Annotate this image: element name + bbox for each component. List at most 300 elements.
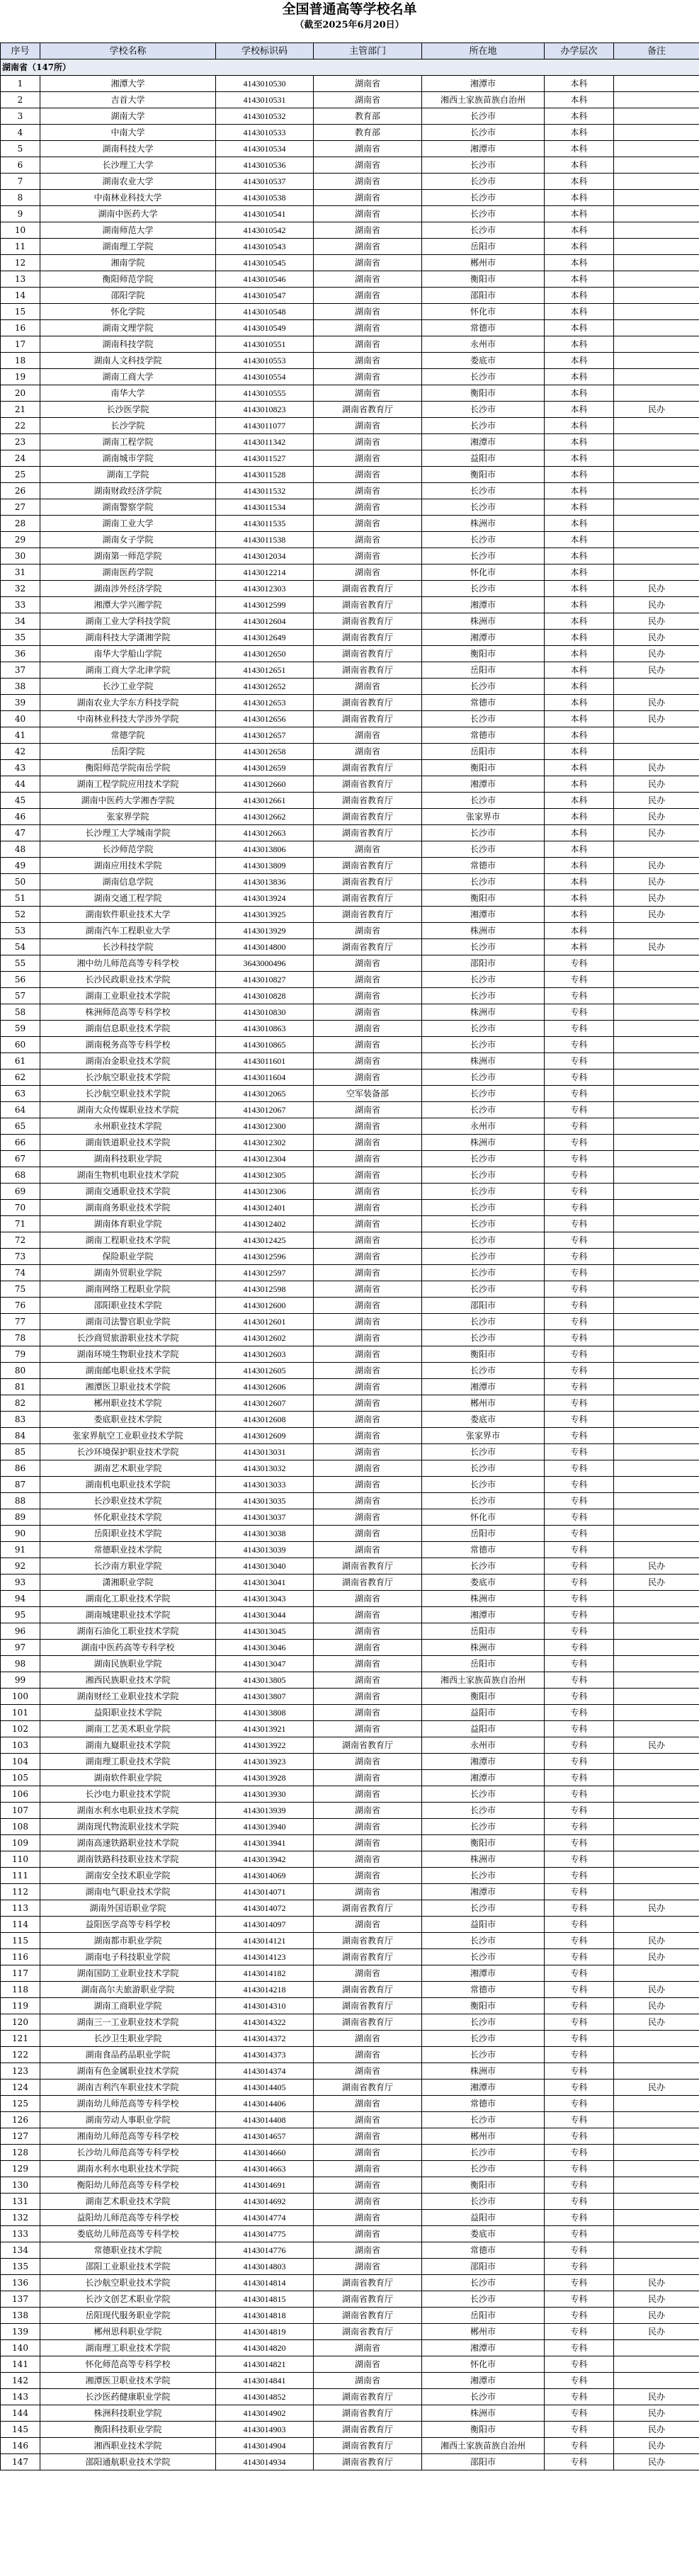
cell-location: 长沙市 [422,874,545,890]
cell-school-name: 湖南信息学院 [40,874,216,890]
cell-school-code: 4143010549 [216,320,314,336]
cell-location: 株洲市 [422,2405,545,2422]
cell-location: 长沙市 [422,1477,545,1493]
cell-location: 长沙市 [422,1102,545,1118]
cell-level: 专科 [545,1428,614,1444]
table-row [1,2194,699,2210]
cell-index: 80 [1,1363,40,1379]
cell-index: 28 [1,516,40,532]
cell-location: 长沙市 [422,793,545,809]
cell-location: 长沙市 [422,2161,545,2177]
cell-location: 长沙市 [422,1086,545,1102]
cell-level: 专科 [545,1721,614,1737]
cell-level: 专科 [545,1574,614,1591]
cell-location: 长沙市 [422,1900,545,1917]
cell-location: 长沙市 [422,206,545,222]
cell-level: 专科 [545,1086,614,1102]
table-row [1,1884,699,1900]
cell-school-name: 潇湘职业学院 [40,1574,216,1591]
cell-school-name: 湖南软件职业学院 [40,1770,216,1786]
cell-remark [614,288,699,304]
table-row [1,1216,699,1232]
cell-remark: 民办 [614,2014,699,2031]
cell-remark [614,1705,699,1721]
cell-school-name: 湖南理工职业技术学院 [40,2340,216,2356]
cell-school-code: 4143012605 [216,1363,314,1379]
cell-school-code: 4143013038 [216,1526,314,1542]
cell-school-code: 4143011528 [216,467,314,483]
table-row [1,239,699,255]
table-row [1,1200,699,1216]
cell-remark [614,2031,699,2047]
cell-school-name: 湖南工商职业学院 [40,1998,216,2014]
cell-school-name: 衡阳科技职业学院 [40,2422,216,2438]
cell-level: 专科 [545,1460,614,1477]
table-row [1,1281,699,1298]
cell-school-name: 长沙师范学院 [40,841,216,858]
cell-school-code: 4143011532 [216,483,314,499]
cell-remark [614,1803,699,1819]
cell-authority: 湖南省 [314,2242,422,2259]
cell-remark: 民办 [614,1982,699,1998]
cell-authority: 湖南省教育厅 [314,1737,422,1754]
province-label: 湖南省（147所） [1,59,699,76]
cell-index: 100 [1,1689,40,1705]
cell-index: 39 [1,695,40,711]
cell-level: 专科 [545,2324,614,2340]
cell-school-name: 长沙航空职业技术学院 [40,1086,216,1102]
cell-school-code: 4143013046 [216,1640,314,1656]
table-row [1,288,699,304]
cell-authority: 湖南省 [314,255,422,271]
cell-authority: 湖南省教育厅 [314,662,422,679]
cell-school-name: 长沙民政职业技术学院 [40,972,216,988]
cell-location: 常德市 [422,1982,545,1998]
cell-index: 58 [1,1004,40,1021]
cell-index: 84 [1,1428,40,1444]
cell-authority: 湖南省教育厅 [314,2389,422,2405]
cell-location: 长沙市 [422,1949,545,1965]
cell-school-code: 4143012597 [216,1265,314,1281]
cell-index: 74 [1,1265,40,1281]
cell-location: 郴州市 [422,255,545,271]
cell-index: 93 [1,1574,40,1591]
cell-location: 株洲市 [422,1851,545,1868]
table-row [1,1265,699,1281]
cell-index: 133 [1,2226,40,2242]
cell-index: 3 [1,108,40,125]
cell-school-code: 4143012425 [216,1232,314,1249]
cell-location: 娄底市 [422,353,545,369]
table-row [1,1232,699,1249]
cell-remark [614,1346,699,1363]
cell-authority: 湖南省 [314,988,422,1004]
school-table [0,42,699,2470]
cell-level: 本科 [545,157,614,174]
cell-school-name: 长沙环境保护职业技术学院 [40,1444,216,1460]
table-row [1,1737,699,1754]
cell-index: 7 [1,174,40,190]
cell-index: 94 [1,1591,40,1607]
cell-school-code: 4143011342 [216,434,314,450]
cell-authority: 湖南省 [314,499,422,516]
cell-school-code: 4143010541 [216,206,314,222]
cell-school-code: 4143014374 [216,2063,314,2079]
cell-school-code: 4143013922 [216,1737,314,1754]
cell-remark [614,1004,699,1021]
cell-authority: 湖南省 [314,2226,422,2242]
cell-location: 郴州市 [422,2128,545,2145]
cell-location: 衡阳市 [422,385,545,402]
cell-remark: 民办 [614,695,699,711]
cell-index: 143 [1,2389,40,2405]
cell-remark [614,1477,699,1493]
cell-index: 2 [1,92,40,108]
table-row [1,1460,699,1477]
cell-school-code: 4143010543 [216,239,314,255]
cell-school-code: 4143013808 [216,1705,314,1721]
cell-remark [614,1086,699,1102]
cell-school-code: 4143013928 [216,1770,314,1786]
cell-school-name: 湖南高速铁路职业技术学院 [40,1835,216,1851]
cell-index: 85 [1,1444,40,1460]
table-row [1,841,699,858]
table-row [1,1069,699,1086]
cell-remark: 民办 [614,2422,699,2438]
cell-school-code: 4143013806 [216,841,314,858]
cell-school-name: 长沙职业技术学院 [40,1493,216,1509]
cell-school-code: 4143010534 [216,141,314,157]
cell-school-code: 4143012402 [216,1216,314,1232]
cell-authority: 湖南省 [314,1200,422,1216]
cell-authority: 湖南省 [314,1672,422,1689]
cell-school-name: 湖南电子科技职业学院 [40,1949,216,1965]
cell-remark [614,1314,699,1330]
cell-school-name: 湖南农业大学东方科技学院 [40,695,216,711]
cell-level: 专科 [545,1917,614,1933]
cell-location: 娄底市 [422,1574,545,1591]
cell-level: 本科 [545,206,614,222]
cell-school-name: 湖南吉利汽车职业技术学院 [40,2079,216,2096]
cell-school-code: 4143010823 [216,402,314,418]
cell-location: 岳阳市 [422,2308,545,2324]
cell-authority: 湖南省教育厅 [314,1949,422,1965]
cell-level: 专科 [545,1037,614,1053]
cell-remark [614,1135,699,1151]
cell-index: 17 [1,336,40,353]
cell-index: 18 [1,353,40,369]
table-row [1,2128,699,2145]
cell-school-name: 湖南城市学院 [40,450,216,467]
cell-authority: 湖南省 [314,1249,422,1265]
cell-school-name: 吉首大学 [40,92,216,108]
cell-school-name: 湖南工商大学 [40,369,216,385]
table-row [1,2161,699,2177]
cell-remark [614,2259,699,2275]
cell-location: 长沙市 [422,190,545,206]
table-row [1,1965,699,1982]
cell-authority: 湖南省 [314,2128,422,2145]
table-row [1,988,699,1004]
cell-school-code: 4143014657 [216,2128,314,2145]
cell-location: 益阳市 [422,1705,545,1721]
cell-index: 75 [1,1281,40,1298]
cell-location: 湘西土家族苗族自治州 [422,1672,545,1689]
cell-location: 株洲市 [422,613,545,630]
cell-authority: 湖南省教育厅 [314,874,422,890]
cell-remark: 民办 [614,1574,699,1591]
cell-school-code: 4143012034 [216,548,314,564]
cell-school-code: 4143012656 [216,711,314,727]
cell-authority: 湖南省 [314,157,422,174]
cell-index: 126 [1,2112,40,2128]
table-row [1,564,699,581]
cell-remark [614,1965,699,1982]
cell-school-name: 湖南城建职业技术学院 [40,1607,216,1623]
cell-remark: 民办 [614,760,699,776]
cell-index: 140 [1,2340,40,2356]
cell-level: 专科 [545,1118,614,1135]
cell-level: 专科 [545,1509,614,1526]
cell-location: 长沙市 [422,679,545,695]
cell-school-code: 4143012600 [216,1298,314,1314]
cell-location: 衡阳市 [422,1835,545,1851]
table-row [1,2291,699,2308]
cell-authority: 湖南省 [314,1917,422,1933]
cell-index: 9 [1,206,40,222]
cell-level: 专科 [545,2210,614,2226]
cell-level: 专科 [545,1835,614,1851]
table-row [1,2308,699,2324]
table-row [1,353,699,369]
cell-level: 本科 [545,825,614,841]
cell-school-name: 湖南医药学院 [40,564,216,581]
cell-remark [614,1200,699,1216]
cell-school-code: 4143012607 [216,1395,314,1412]
cell-school-code: 4143014691 [216,2177,314,2194]
cell-index: 29 [1,532,40,548]
cell-remark: 民办 [614,711,699,727]
cell-school-code: 4143010830 [216,1004,314,1021]
document-title: 全国普通高等学校名单 [282,1,417,17]
cell-index: 115 [1,1933,40,1949]
cell-index: 131 [1,2194,40,2210]
cell-school-code: 4143014182 [216,1965,314,1982]
cell-authority: 湖南省 [314,1542,422,1558]
cell-school-name: 湖南农业大学 [40,174,216,190]
cell-index: 77 [1,1314,40,1330]
cell-index: 48 [1,841,40,858]
cell-school-name: 湖南机电职业技术学院 [40,1477,216,1493]
cell-remark [614,2210,699,2226]
cell-school-name: 长沙南方职业学院 [40,1558,216,1574]
cell-level: 专科 [545,1298,614,1314]
cell-index: 56 [1,972,40,988]
cell-remark [614,1428,699,1444]
cell-remark: 民办 [614,907,699,923]
cell-index: 14 [1,288,40,304]
cell-school-name: 长沙商贸旅游职业技术学院 [40,1330,216,1346]
cell-school-name: 邵阳通航职业技术学院 [40,2454,216,2470]
cell-authority: 湖南省教育厅 [314,597,422,613]
cell-remark [614,564,699,581]
cell-remark: 民办 [614,630,699,646]
cell-level: 专科 [545,1526,614,1542]
cell-school-code: 4143014852 [216,2389,314,2405]
cell-school-name: 长沙幼儿师范高等专科学校 [40,2145,216,2161]
cell-school-code: 4143010827 [216,972,314,988]
cell-location: 长沙市 [422,2031,545,2047]
table-row [1,1021,699,1037]
cell-school-name: 湖南科技大学潇湘学院 [40,630,216,646]
cell-level: 本科 [545,483,614,499]
cell-authority: 湖南省 [314,1607,422,1623]
cell-school-code: 4143010553 [216,353,314,369]
cell-school-name: 湖南国防工业职业技术学院 [40,1965,216,1982]
cell-remark [614,1232,699,1249]
table-row [1,2275,699,2291]
cell-authority: 湖南省 [314,1412,422,1428]
cell-remark [614,239,699,255]
cell-index: 41 [1,727,40,744]
cell-index: 134 [1,2242,40,2259]
cell-authority: 湖南省 [314,1102,422,1118]
cell-index: 95 [1,1607,40,1623]
cell-authority: 湖南省 [314,2112,422,2128]
cell-index: 21 [1,402,40,418]
cell-level: 本科 [545,727,614,744]
cell-authority: 湖南省教育厅 [314,646,422,662]
cell-school-name: 湖南中医药高等专科学校 [40,1640,216,1656]
cell-remark: 民办 [614,402,699,418]
cell-authority: 湖南省 [314,1167,422,1184]
cell-location: 长沙市 [422,2112,545,2128]
cell-school-name: 湖南有色金属职业技术学院 [40,2063,216,2079]
cell-school-code: 4143012660 [216,776,314,793]
cell-level: 本科 [545,760,614,776]
cell-remark [614,255,699,271]
cell-location: 长沙市 [422,1786,545,1803]
cell-remark [614,1851,699,1868]
cell-remark [614,1216,699,1232]
cell-location: 株洲市 [422,1004,545,1021]
cell-index: 147 [1,2454,40,2470]
cell-school-code: 4143013924 [216,890,314,907]
cell-index: 67 [1,1151,40,1167]
cell-index: 11 [1,239,40,255]
cell-level: 专科 [545,2177,614,2194]
table-row [1,2389,699,2405]
cell-authority: 湖南省教育厅 [314,695,422,711]
cell-authority: 湖南省 [314,516,422,532]
cell-school-code: 4143014800 [216,939,314,955]
cell-index: 13 [1,271,40,288]
cell-school-name: 株洲师范高等专科学校 [40,1004,216,1021]
cell-school-name: 湖南第一师范学院 [40,548,216,564]
cell-school-name: 益阳职业技术学院 [40,1705,216,1721]
table-row [1,1493,699,1509]
cell-authority: 教育部 [314,108,422,125]
cell-school-code: 4143013037 [216,1509,314,1526]
table-row [1,1819,699,1835]
table-row [1,2145,699,2161]
cell-school-name: 长沙航空职业技术学院 [40,2275,216,2291]
table-row [1,613,699,630]
cell-index: 6 [1,157,40,174]
cell-authority: 湖南省 [314,1216,422,1232]
cell-school-code: 4143010536 [216,157,314,174]
cell-authority: 湖南省教育厅 [314,760,422,776]
cell-remark [614,1917,699,1933]
table-row [1,1851,699,1868]
cell-remark [614,2340,699,2356]
cell-index: 57 [1,988,40,1004]
cell-remark [614,2226,699,2242]
cell-school-name: 张家界航空工业职业技术学院 [40,1428,216,1444]
cell-location: 长沙市 [422,548,545,564]
cell-location: 湘潭市 [422,434,545,450]
table-row [1,825,699,841]
table-row [1,1900,699,1917]
cell-level: 专科 [545,1395,614,1412]
cell-level: 专科 [545,2031,614,2047]
cell-authority: 湖南省 [314,1151,422,1167]
table-row [1,1102,699,1118]
cell-remark [614,1330,699,1346]
cell-school-code: 4143012661 [216,793,314,809]
cell-school-code: 4143010554 [216,369,314,385]
cell-level: 专科 [545,1200,614,1216]
cell-authority: 湖南省教育厅 [314,711,422,727]
table-row [1,1574,699,1591]
table-row [1,1444,699,1460]
cell-level: 专科 [545,1232,614,1249]
cell-index: 68 [1,1167,40,1184]
cell-level: 本科 [545,776,614,793]
cell-level: 专科 [545,2242,614,2259]
cell-location: 衡阳市 [422,1689,545,1705]
cell-index: 122 [1,2047,40,2063]
table-row [1,1298,699,1314]
cell-level: 专科 [545,1672,614,1689]
cell-remark [614,1021,699,1037]
cell-index: 44 [1,776,40,793]
cell-location: 湘潭市 [422,1379,545,1395]
cell-school-code: 4143014660 [216,2145,314,2161]
cell-location: 湘潭市 [422,2373,545,2389]
cell-index: 78 [1,1330,40,1346]
cell-location: 株洲市 [422,1640,545,1656]
cell-authority: 湖南省 [314,1004,422,1021]
cell-location: 长沙市 [422,2389,545,2405]
cell-remark [614,2242,699,2259]
cell-remark [614,955,699,972]
cell-school-code: 4143014903 [216,2422,314,2438]
cell-remark [614,1721,699,1737]
cell-school-code: 4143012065 [216,1086,314,1102]
cell-index: 35 [1,630,40,646]
cell-authority: 湖南省 [314,320,422,336]
cell-index: 124 [1,2079,40,2096]
table-row [1,499,699,516]
cell-level: 本科 [545,646,614,662]
cell-school-name: 郴州思科职业学院 [40,2324,216,2340]
cell-location: 长沙市 [422,222,545,239]
cell-school-name: 湖南科技大学 [40,141,216,157]
cell-school-name: 湖南劳动人事职业学院 [40,2112,216,2128]
cell-remark: 民办 [614,2308,699,2324]
table-row [1,1363,699,1379]
